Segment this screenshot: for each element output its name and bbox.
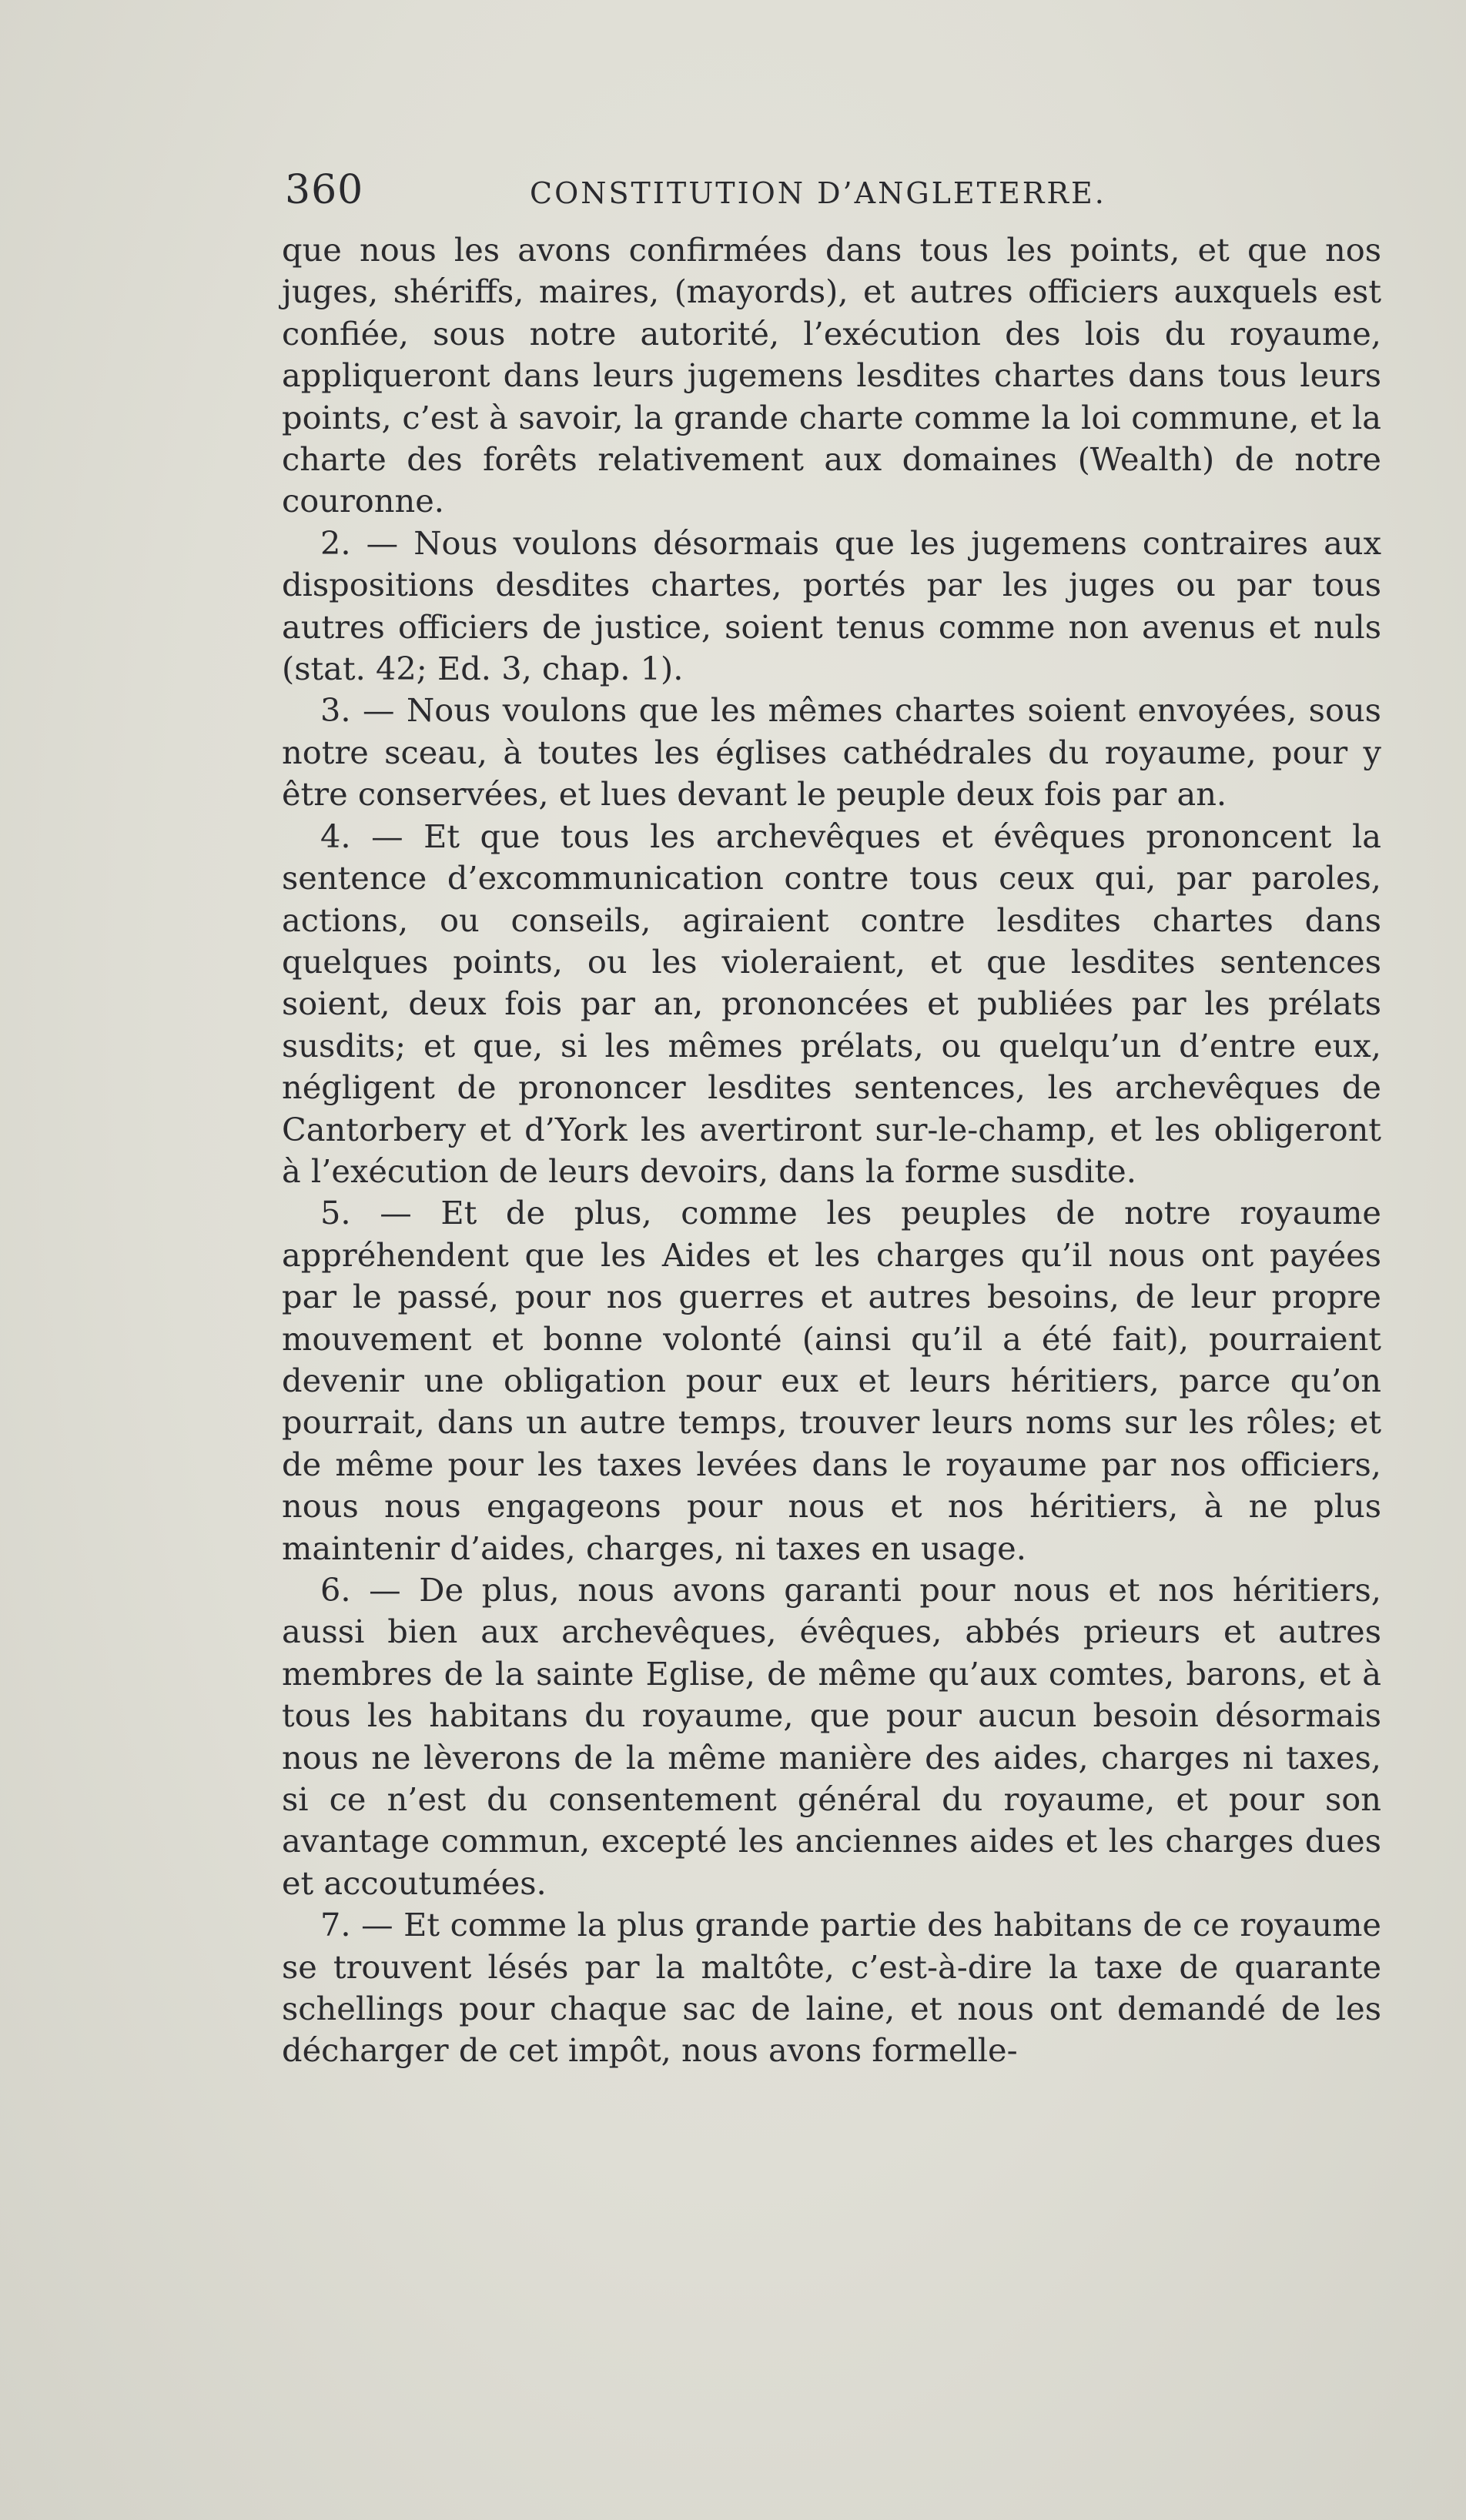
paragraph-continuation [282, 229, 1381, 523]
article-number: 3. — [320, 691, 395, 730]
article-text: Et que tous les archevêques et évêques prononcent la sentence d’excommunication contre tous ceux qui, par paroles, actions, ou conseils, agiraient contre lesdites chartes dans quelques points, ou les violeraient, et que lesdites sentences soient, deux fois par an, prononcées et publiées par les prélats susdits; et que, si les mêmes prélats, ou quelqu’un d’entre eux, négligent de prononcer lesdites sentences, les archevêques de Cantorbery et d’York les avertiront sur-le-champ, et les obligeront à l’exécution de leurs devoirs, dans la forme susdite. [282, 817, 1381, 1190]
paragraph-text: que nous les avons confirmées dans tous les points, et que nos juges, shériffs, maires, (mayords), et autres officiers auxquels est confiée, sous notre autorité, l’exécution des lois du royaume, appliqueront dans leurs jugemens lesdites chartes dans tous leurs points, c’est à savoir, la grande charte comme la loi commune, et la charte des forêts relativement aux domaines (Wealth) de notre couronne. [282, 231, 1381, 520]
article-text: Et de plus, comme les peuples de notre royaume appréhendent que les Aides et les charges qu’il nous ont payées par le passé, pour nos guerres et autres besoins, de leur propre mouvement et bonne volonté (ainsi qu’il a été fait), pourraient devenir une obligation pour eux et leurs héritiers, parce qu’on pourrait, dans un autre temps, trouver leurs noms sur les rôles; et de même pour les taxes levées dans le royaume par nos officiers, nous nous engageons pour nous et nos héritiers, à ne plus maintenir d’aides, charges, ni taxes en usage. [282, 1194, 1381, 1567]
article-text: De plus, nous avons garanti pour nous et nos héritiers, aussi bien aux archevêques, évêques, abbés prieurs et autres membres de la sainte Eglise, de même qu’aux comtes, barons, et à tous les habitans du royaume, que pour aucun besoin désormais nous ne lèverons de la même manière des aides, charges ni taxes, si ce n’est du consentement général du royaume, et pour son avantage commun, excepté les anciennes aides et les charges dues et accoutumées. [282, 1571, 1381, 1902]
article-2 [282, 523, 1381, 690]
article-text: Nous voulons que les mêmes chartes soient envoyées, sous notre sceau, à toutes les églises cathédrales du royaume, pour y être conservées, et lues devant le peuple deux fois par an. [282, 691, 1381, 814]
running-title: CONSTITUTION D’ANGLETERRE. [530, 176, 1106, 210]
article-number: 4. — [320, 817, 403, 855]
page-header [285, 163, 1394, 217]
article-3 [282, 690, 1381, 815]
article-5 [282, 1192, 1381, 1569]
article-number: 2. — [320, 523, 399, 562]
page-number: 360 [285, 167, 364, 213]
article-text: Et comme la plus grande partie des habitans de ce royaume se trouvent lésés par la maltôte, c’est-à-dire la taxe de quarante schellings pour chaque sac de laine, et nous ont demandé de les décharger de cet impôt, nous avons formelle- [282, 1906, 1381, 2070]
article-number: 6. — [320, 1571, 401, 1609]
article-4 [282, 816, 1381, 1193]
article-6 [282, 1569, 1381, 1904]
article-7 [282, 1904, 1381, 2072]
article-number: 5. — [320, 1194, 412, 1232]
body-text [282, 229, 1381, 2072]
article-number: 7. — [320, 1906, 393, 1944]
article-text: Nous voulons désormais que les jugemens contraires aux dispositions desdites chartes, portés par les juges ou par tous autres officiers de justice, soient tenus comme non avenus et nuls (stat. 42; Ed. 3, chap. 1). [282, 523, 1381, 688]
